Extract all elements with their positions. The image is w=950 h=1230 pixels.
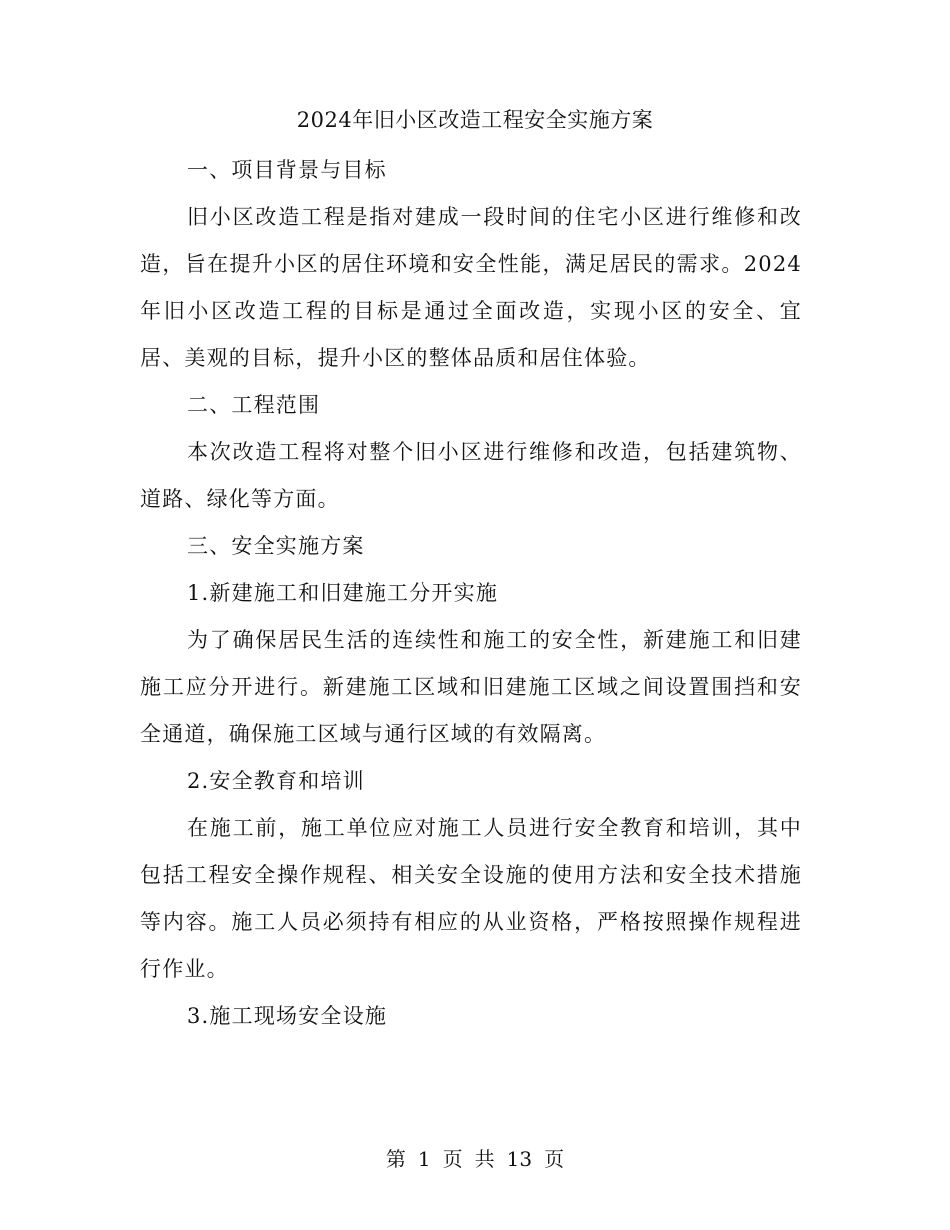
document-title: 2024年旧小区改造工程安全实施方案 bbox=[296, 108, 654, 132]
paragraph-scope: 本次改造工程将对整个旧小区进行维修和改造，包括建筑物、道路、绿化等方面。 bbox=[140, 440, 802, 511]
page-footer bbox=[0, 1144, 950, 1174]
subheading-separate-construction: 1.新建施工和旧建施工分开实施 bbox=[187, 581, 499, 605]
footer-suffix: 页 bbox=[544, 1147, 565, 1171]
paragraph-background: 旧小区改造工程是指对建成一段时间的住宅小区进行维修和改造，旨在提升小区的居住环境和安全性能，满足居民的需求。2024年旧小区改造工程的目标是通过全面改造，实现小区的安全、宜居、美观的目标，提升小区的整体品质和居住体验。 bbox=[140, 205, 802, 370]
section-heading-scope: 二、工程范围 bbox=[187, 393, 321, 417]
footer-total-pages: 13 bbox=[506, 1147, 533, 1171]
section-heading-background: 一、项目背景与目标 bbox=[187, 158, 387, 182]
footer-page-word: 页 bbox=[442, 1147, 463, 1171]
footer-total-word: 共 bbox=[474, 1147, 495, 1171]
subheading-safety-training: 2.安全教育和培训 bbox=[187, 769, 365, 793]
footer-current-page: 1 bbox=[417, 1147, 431, 1171]
document-body bbox=[140, 147, 802, 1040]
paragraph-safety-training: 在施工前，施工单位应对施工人员进行安全教育和培训，其中包括工程安全操作规程、相关安全设施的使用方法和安全技术措施等内容。施工人员必须持有相应的从业资格，严格按照操作规程进行作业。 bbox=[140, 816, 802, 981]
footer-prefix: 第 bbox=[385, 1147, 406, 1171]
paragraph-separate-construction: 为了确保居民生活的连续性和施工的安全性，新建施工和旧建施工应分开进行。新建施工区域和旧建施工区域之间设置围挡和安全通道，确保施工区域与通行区域的有效隔离。 bbox=[140, 628, 802, 746]
section-heading-safety-plan: 三、安全实施方案 bbox=[187, 534, 365, 558]
subheading-site-safety-facilities: 3.施工现场安全设施 bbox=[187, 1004, 388, 1028]
